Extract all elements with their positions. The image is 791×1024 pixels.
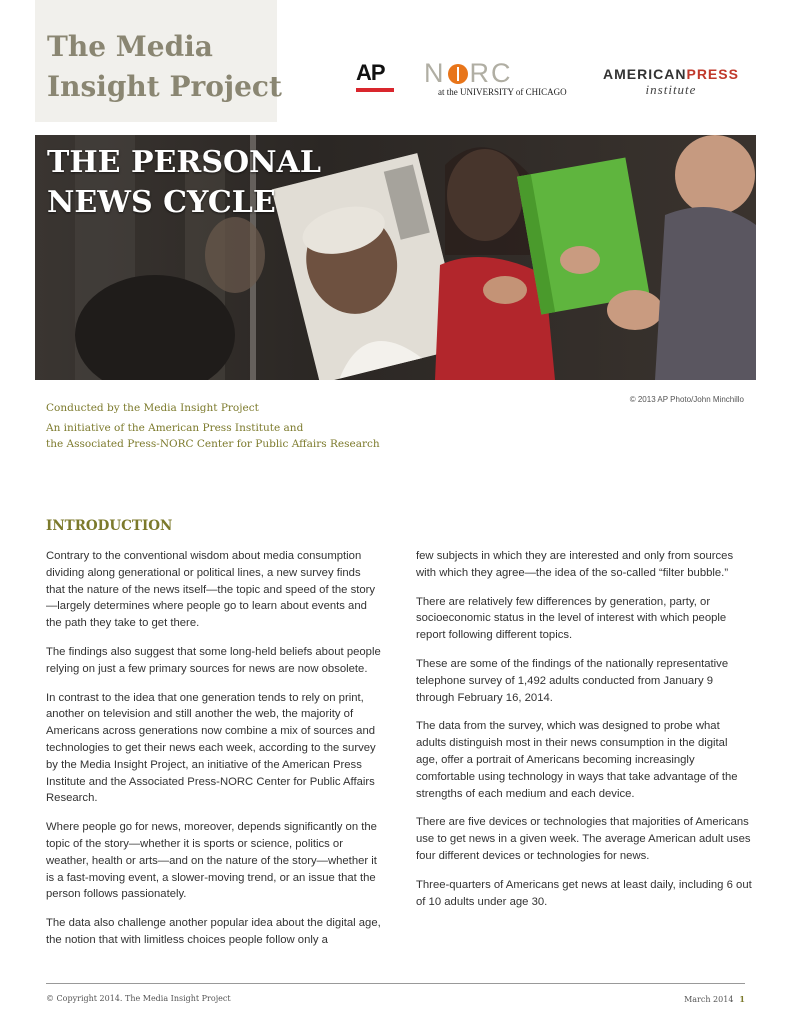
ap-logo	[356, 60, 394, 92]
norc-mark-rc: RC	[469, 58, 513, 88]
photo-credit: © 2013 AP Photo/John Minchillo	[629, 395, 744, 404]
left-column	[46, 548, 382, 961]
footer-copyright: © Copyright 2014. The Media Insight Project	[46, 994, 231, 1003]
report-title-line-2: NEWS CYCLE	[47, 185, 276, 220]
initiative-line-2: the Associated Press-NORC Center for Public Affairs Research	[46, 438, 380, 450]
initiative-line-1: An initiative of the American Press Institute and	[46, 422, 304, 434]
report-title-line-1: THE PERSONAL	[47, 145, 321, 180]
api-logo-institute: institute	[645, 82, 697, 97]
norc-logo	[424, 58, 574, 97]
project-title-line-1: The Media	[47, 30, 213, 63]
paragraph: The findings also suggest that some long-held beliefs about people relying on just a few primary sources for news are now obsolete.	[46, 645, 381, 675]
paragraph: The data also challenge another popular idea about the digital age, the notion that with limitless choices people follow only a	[46, 917, 381, 946]
footer-date: March 2014	[684, 995, 734, 1004]
project-title-box	[35, 0, 282, 122]
paragraph: Contrary to the conventional wisdom about media consumption dividing along generational or political lines, a new survey finds that the nature of the news itself—the topic and speed of the story—largely determines where people go to learn about events and the path they take to get there.	[46, 550, 376, 630]
ap-logo-text: AP	[356, 60, 385, 85]
norc-orange-o-icon	[448, 64, 468, 84]
paragraph: These are some of the findings of the nationally representative telephone survey of 1,492 adults conducted from January 9 through February 16, 2014.	[416, 657, 729, 704]
paragraph: few subjects in which they are interested and only from sources with which they agree—the idea of the so-called “filter bubble.”	[416, 550, 734, 579]
api-logo-press: PRESS	[686, 66, 739, 82]
paragraph: There are relatively few differences by generation, party, or socioeconomic status in the level of interest with which people report following different topics.	[416, 595, 727, 642]
api-logo-american: AMERICAN	[603, 66, 687, 82]
conducted-by-line: Conducted by the Media Insight Project	[46, 402, 259, 414]
footer-divider	[46, 983, 745, 984]
project-title-line-2: Insight Project	[47, 70, 282, 103]
paragraph: Three-quarters of Americans get news at least daily, including 6 out of 10 adults under age 30.	[416, 878, 752, 908]
hero-photo	[35, 135, 756, 380]
paragraph: In contrast to the idea that one generation tends to rely on print, another on television and still another the web, the majority of Americans across generations now combine a mix of sources and technologies to get their news each week, according to the survey by the Media Insight Project, an initiative of the American Press Institute and the Associated Press-NORC Center for Public Affairs Research.	[46, 691, 376, 805]
section-heading-introduction: INTRODUCTION	[46, 518, 173, 534]
page-number: 1	[739, 994, 745, 1004]
norc-mark-n: N	[424, 58, 446, 88]
api-logo	[596, 66, 746, 98]
right-column	[416, 548, 752, 922]
paragraph: Where people go for news, moreover, depends significantly on the topic of the story—whether it is sports or science, politics or weather, health or arts—and on the nature of the story—whether it is a fast-moving event, a slower-moving trend, or an issue that the person follows passionately.	[46, 821, 377, 901]
paragraph: There are five devices or technologies that majorities of Americans use to get news in a given week. The average American adult uses four different devices or technologies for news.	[416, 816, 751, 862]
paragraph: The data from the survey, which was designed to probe what adults distinguish most in their news consumption in the digital age, offer a portrait of Americans becoming increasingly comfortable using technology in ways that take advantage of the strengths of each medium and each device.	[416, 720, 738, 800]
footer-date-page	[684, 994, 745, 1004]
ap-logo-bar	[356, 88, 394, 92]
norc-subtitle: at the UNIVERSITY of CHICAGO	[438, 87, 567, 97]
